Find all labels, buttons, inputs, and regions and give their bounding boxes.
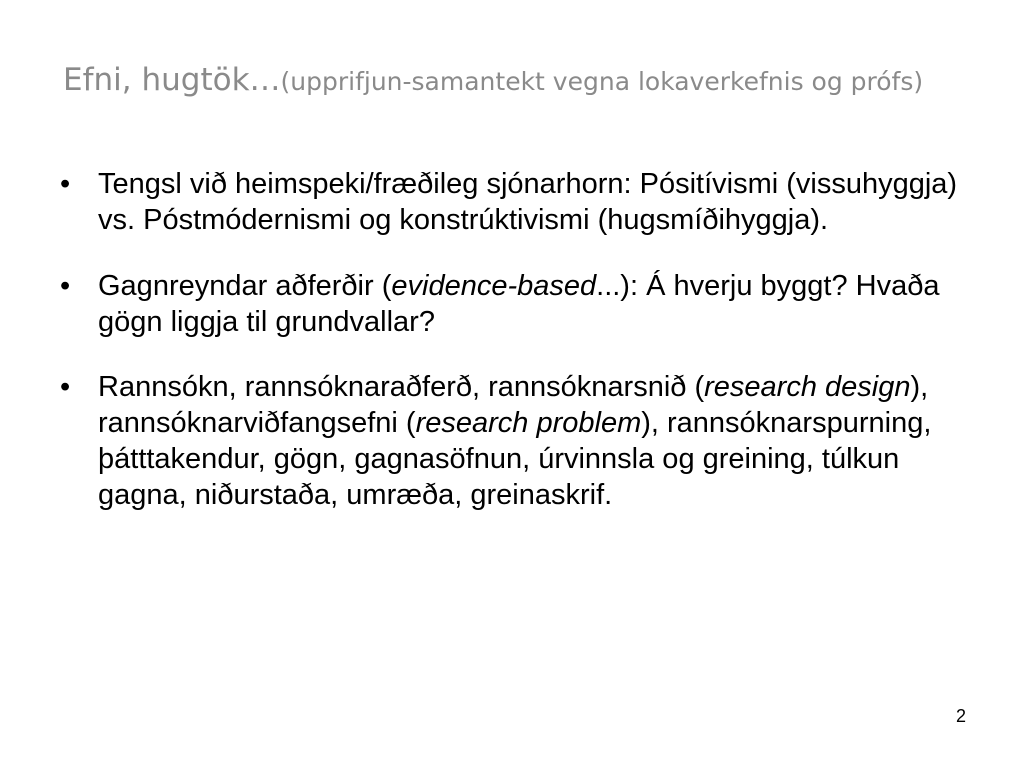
slide-title-main: Efni, hugtök… <box>63 62 281 98</box>
bullet-text: Rannsókn, rannsóknaraðferð, rannsóknarsnið ( <box>98 371 705 403</box>
bullet-text-italic: evidence-based <box>391 270 597 302</box>
bullet-text: ), rannsóknarviðfangsefni ( <box>98 371 929 439</box>
slide-title <box>63 56 963 105</box>
bullet-item <box>60 268 960 340</box>
bullet-text: ), rannsóknarspurning, þátttakendur, gögn, gagnasöfnun, úrvinnsla og greining, túlkun gagna, niðurstaða, umræða, greinaskrif. <box>98 407 932 511</box>
bullet-dot-icon: • <box>60 168 71 200</box>
bullet-item <box>60 369 960 513</box>
bullet-text-italic: research design <box>704 371 911 403</box>
bullet-text: Tengsl við heimspeki/fræðileg sjónarhorn: Pósitívismi (vissuhyggja) vs. Póstmódernismi og konstrúktivismi (hugsmíðihyggja). <box>98 168 958 236</box>
bullet-text: Gagnreyndar aðferðir ( <box>98 270 392 302</box>
bullet-list <box>60 166 960 543</box>
bullet-dot-icon: • <box>60 270 71 302</box>
bullet-text: ...): Á hverju byggt? Hvaða gögn liggja til grundvallar? <box>98 270 940 338</box>
slide-title-subtitle: (upprifjun-samantekt vegna lokaverkefnis og prófs) <box>280 67 924 96</box>
bullet-item <box>60 166 960 238</box>
bullet-text-italic: research problem <box>415 407 642 439</box>
bullet-dot-icon: • <box>60 371 71 403</box>
page-number: 2 <box>955 706 966 726</box>
